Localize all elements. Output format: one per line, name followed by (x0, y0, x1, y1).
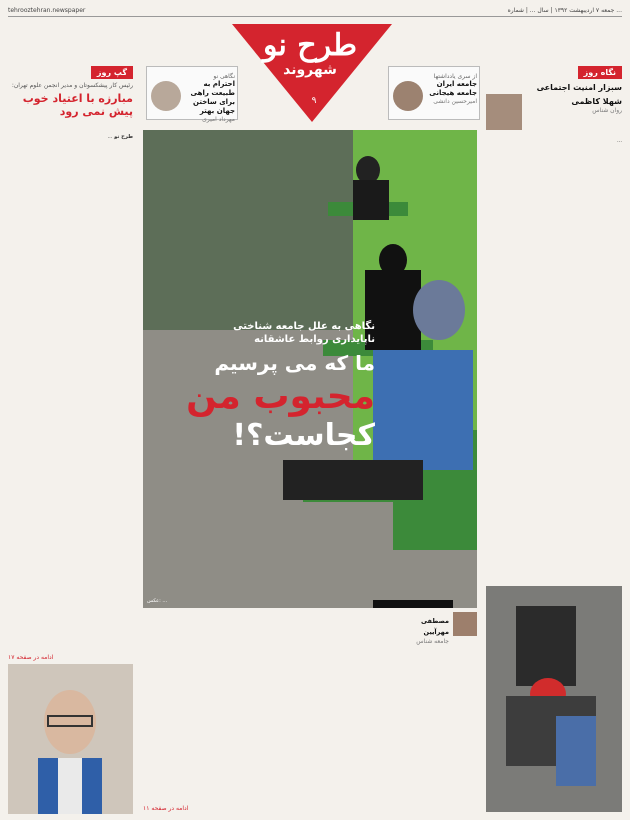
main-title-1: ما که می پرسیم (214, 351, 375, 375)
photo-credit: عکس: ... (147, 598, 168, 604)
lower-author-photo (453, 612, 477, 636)
header-left-box (146, 66, 238, 123)
main-photo (143, 130, 477, 608)
right-kicker: سبزار امنیت اجتماعی (536, 83, 622, 92)
left-intro: طرح نو (114, 134, 133, 140)
right-author: شهلا کاظمی (571, 97, 622, 106)
side-photo (486, 586, 622, 812)
header-left-kicker: نگاهی نو (213, 73, 235, 80)
main-kicker2: ناپایداری روابط عاشقانه (254, 334, 375, 345)
logo-subtitle: شهروند (283, 62, 337, 78)
header-left-author: مهرداد امیری (202, 116, 235, 123)
main-title-3: کجاست؟! (232, 418, 375, 453)
header-right-author: امیرحسین دانشی (433, 98, 477, 105)
right-tag: نگاه روز (578, 66, 622, 79)
lower-author: مصطفی مهرآیین (420, 617, 449, 636)
logo-title: طرح نو (262, 28, 358, 63)
portrait-box (8, 664, 133, 814)
author-avatar (151, 81, 181, 111)
main-kicker: نگاهی به علل جامعه شناختی (233, 321, 375, 332)
header-right-box (388, 66, 480, 120)
left-column (8, 66, 133, 814)
left-continue: ادامه در صفحه ۱۷ (8, 654, 54, 661)
left-body-text: ... (107, 134, 113, 140)
header-left-title: احترام به طبیعت راهی برای ساختن جهان بهتر (190, 80, 235, 115)
lower-story (143, 612, 477, 812)
issue-info: جمعه ۷ اردیبهشت ۱۳۹۲ | سال ... | شماره ... (507, 6, 622, 14)
left-tag: گپ روز (91, 66, 133, 79)
left-headline: مبارزه با اعتیاد خوب پیش نمی رود (22, 92, 133, 118)
right-author-photo (486, 94, 522, 130)
website-label: tehrooztehran.newspaper (8, 6, 86, 14)
lower-author-role: جامعه شناس (416, 638, 449, 645)
lower-col-4 (399, 646, 477, 812)
lower-col-2 (229, 612, 309, 812)
main-title-2: محبوب من (186, 376, 375, 417)
page-number: ۹ (311, 96, 317, 106)
header-right-title: جامعه ایران جامعه هیجانی (429, 80, 477, 97)
left-body (8, 134, 133, 654)
right-author-role: روان شناس (592, 107, 622, 114)
header-right-kicker: از سری یادداشتها (433, 73, 477, 80)
lower-continue: ادامه در صفحه ۱۱ (143, 805, 189, 812)
top-bar (8, 4, 622, 17)
lower-col-1 (143, 612, 223, 812)
right-body: ... (617, 138, 622, 144)
left-kicker: رئیس کار پیشکسوتان و مدیر انجمن علوم تهران: (11, 82, 133, 89)
author-avatar (393, 81, 423, 111)
lower-col-3 (315, 612, 395, 812)
